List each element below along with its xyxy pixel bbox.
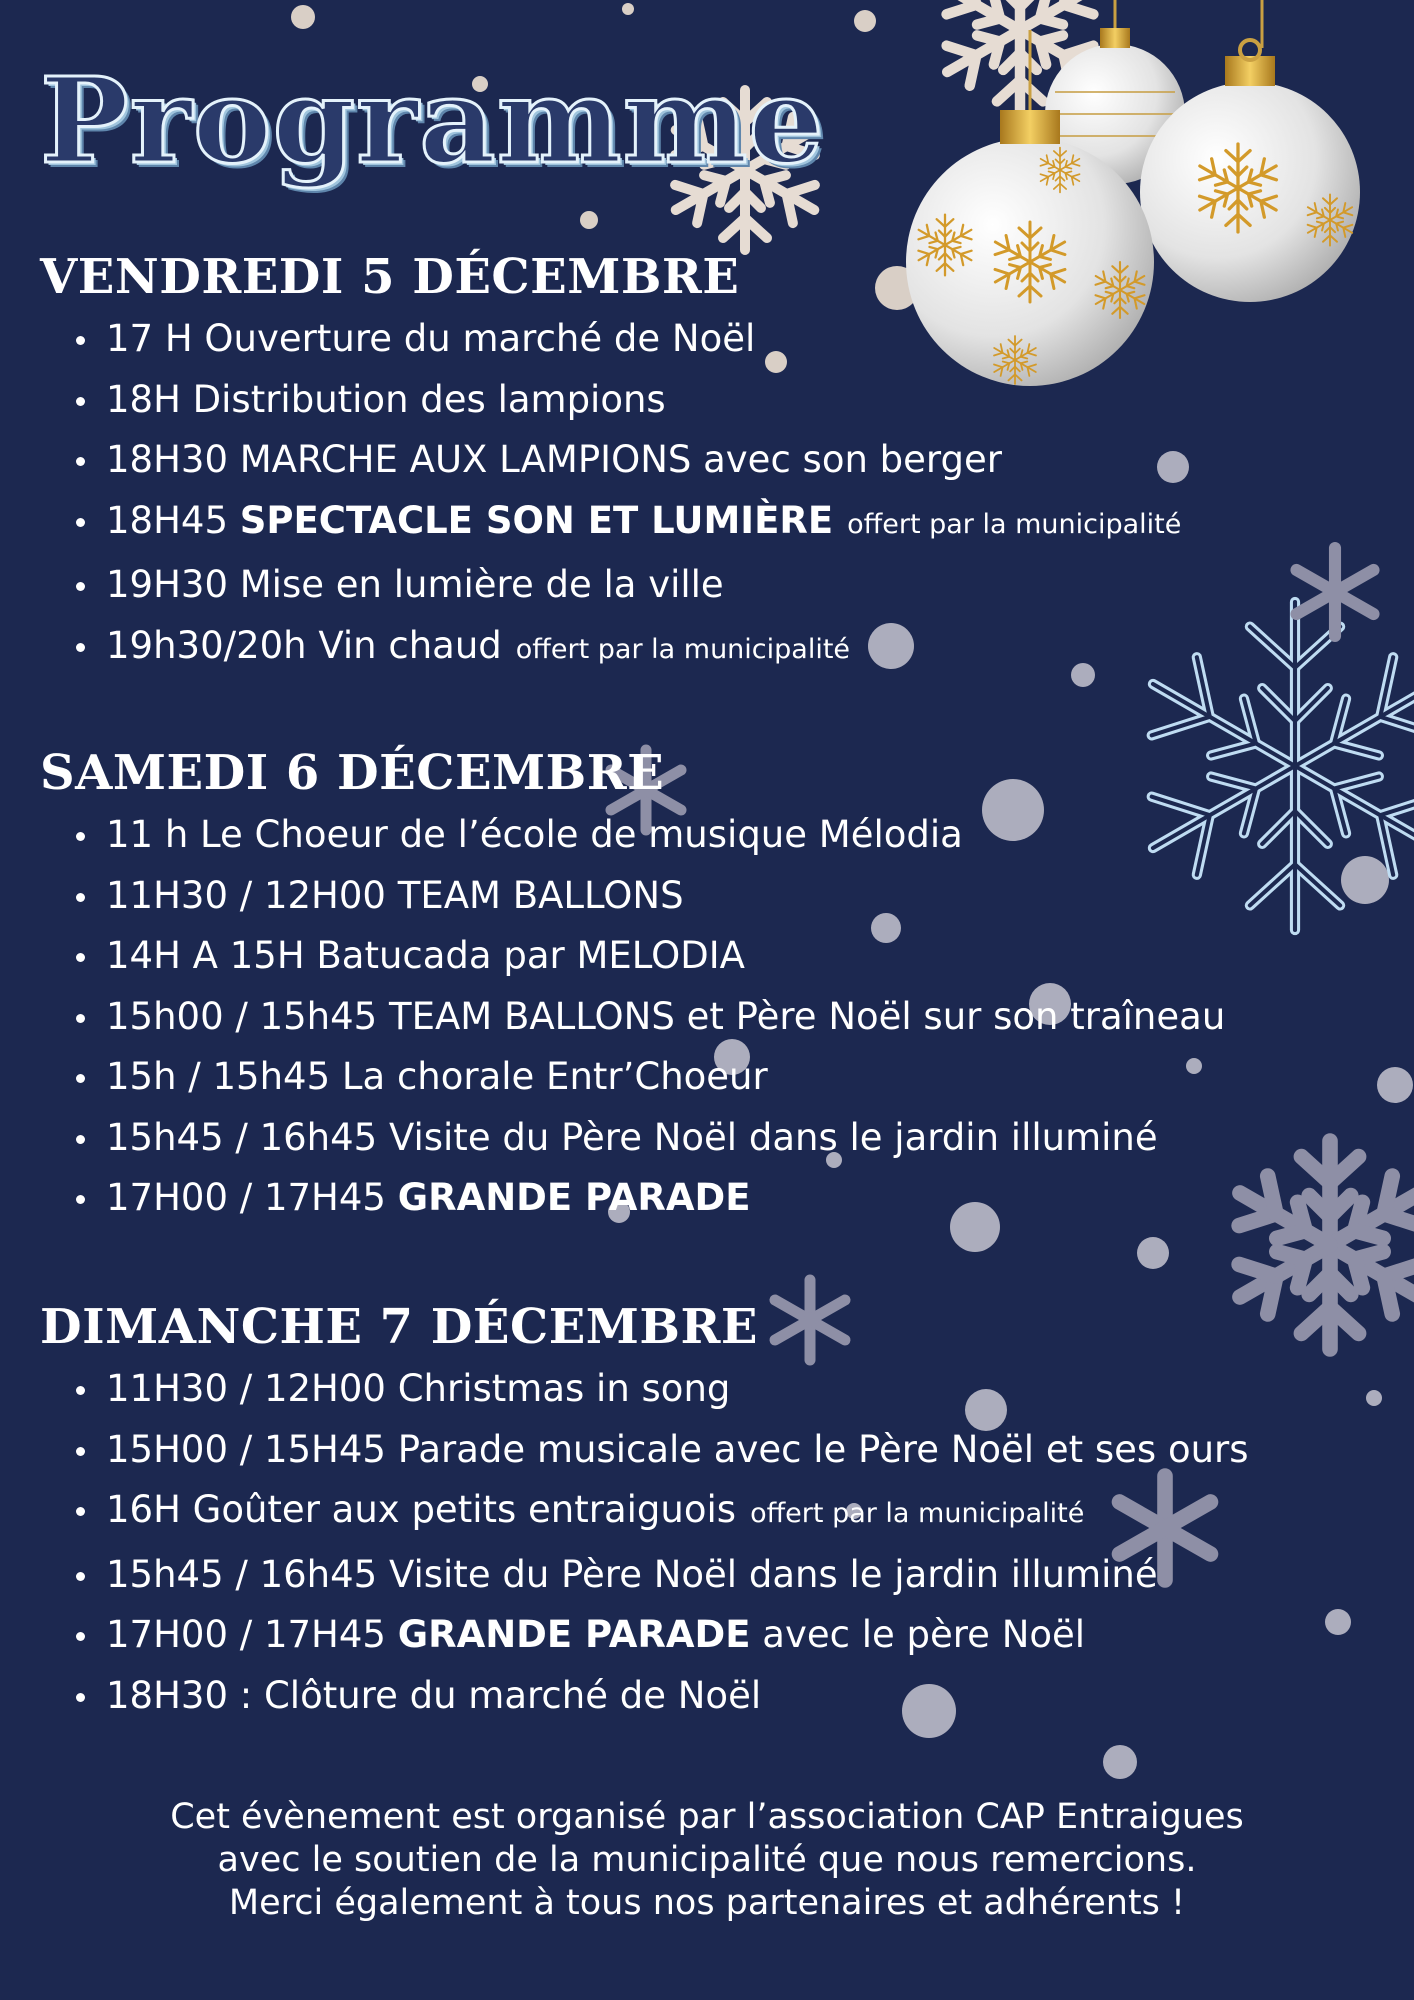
day-section-friday	[40, 247, 1360, 680]
schedule-list	[40, 1359, 1360, 1726]
footer-line: Cet évènement est organisé par l’association CAP Entraigues	[170, 1797, 1244, 1837]
footer-line: Merci également à tous nos partenaires et adhérents !	[228, 1883, 1186, 1923]
sponsor-note: offert par la municipalité	[515, 633, 851, 665]
day-heading: SAMEDI 6 DÉCEMBRE	[40, 745, 665, 801]
list-item: 18H45 SPECTACLE SON ET LUMIÈRE offert par la municipalité	[40, 491, 1360, 556]
list-item: 18H30 MARCHE AUX LAMPIONS avec son berger	[40, 430, 1360, 491]
list-item: 18H30 : Clôture du marché de Noël	[40, 1666, 1360, 1727]
list-item: 18H Distribution des lampions	[40, 370, 1360, 431]
list-item: 15h / 15h45 La chorale Entr’Choeur	[40, 1047, 1360, 1108]
list-item: 15H00 / 15H45 Parade musicale avec le Père Noël et ses ours	[40, 1420, 1360, 1481]
list-item: 15h45 / 16h45 Visite du Père Noël dans le jardin illuminé	[40, 1108, 1360, 1169]
list-item: 17H00 / 17H45 GRANDE PARADE avec le père Noël	[40, 1605, 1360, 1666]
sponsor-note: offert par la municipalité	[847, 508, 1182, 540]
list-item: 15h45 / 16h45 Visite du Père Noël dans le jardin illuminé	[40, 1545, 1360, 1606]
day-heading: VENDREDI 5 DÉCEMBRE	[40, 249, 740, 305]
list-item: 19H30 Mise en lumière de la ville	[40, 555, 1360, 616]
list-item: 16H Goûter aux petits entraiguois offert par la municipalité	[40, 1480, 1360, 1545]
footer-line: avec le soutien de la municipalité que nous remercions.	[217, 1840, 1197, 1880]
schedule-list	[40, 805, 1360, 1229]
list-item: 11H30 / 12H00 TEAM BALLONS	[40, 866, 1360, 927]
day-section-saturday	[40, 743, 1360, 1229]
list-item: 11 h Le Choeur de l’école de musique Mélodia	[40, 805, 1360, 866]
list-item: 19h30/20h Vin chaud offert par la municipalité	[40, 616, 1360, 681]
list-item: 15h00 / 15h45 TEAM BALLONS et Père Noël sur son traîneau	[40, 987, 1360, 1048]
list-item: 14H A 15H Batucada par MELODIA	[40, 926, 1360, 987]
footer-credits	[0, 1796, 1414, 1925]
event-highlight: GRANDE PARADE	[397, 1613, 751, 1656]
list-item: 11H30 / 12H00 Christmas in song	[40, 1359, 1360, 1420]
event-highlight: GRANDE PARADE	[397, 1176, 751, 1219]
list-item: 17H00 / 17H45 GRANDE PARADE	[40, 1168, 1360, 1229]
list-item: 17 H Ouverture du marché de Noël	[40, 309, 1360, 370]
day-heading: DIMANCHE 7 DÉCEMBRE	[40, 1299, 758, 1355]
schedule-list	[40, 309, 1360, 680]
day-section-sunday	[40, 1297, 1360, 1726]
page-title: Programme	[40, 51, 825, 190]
sponsor-note: offert par la municipalité	[750, 1498, 1085, 1529]
event-highlight: SPECTACLE SON ET LUMIÈRE	[239, 498, 834, 542]
